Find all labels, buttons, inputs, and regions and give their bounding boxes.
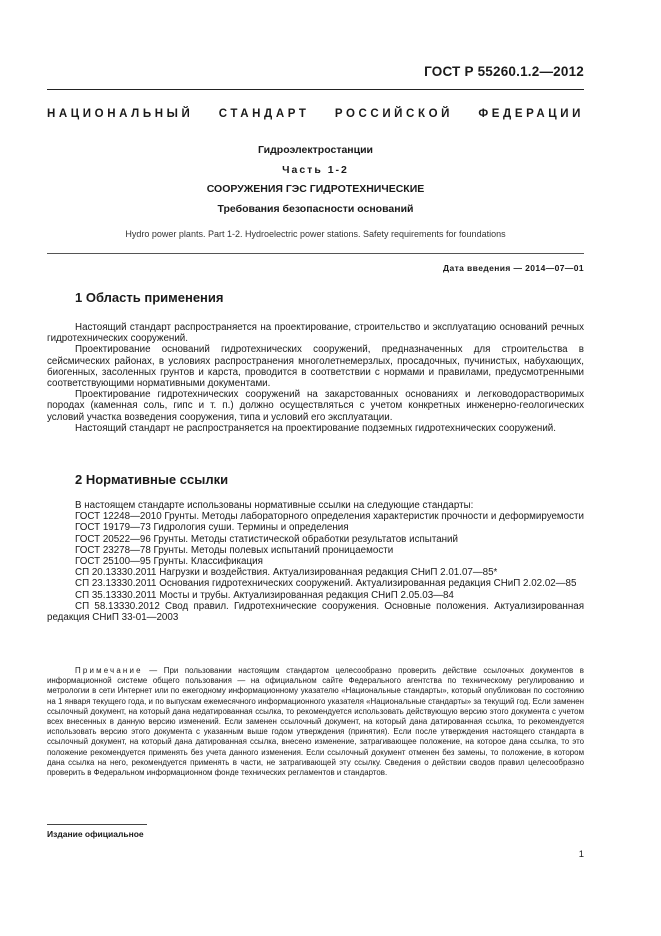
section-1-body bbox=[47, 322, 584, 434]
reference-item: ГОСТ 25100—95 Грунты. Классификация bbox=[75, 556, 263, 568]
header-divider bbox=[47, 89, 584, 90]
title-divider bbox=[47, 253, 584, 254]
note-block bbox=[47, 666, 584, 778]
edition-label: Издание официальное bbox=[47, 829, 144, 839]
section-2-body bbox=[47, 500, 584, 623]
paragraph: Настоящий стандарт распространяется на проектирование, строительство и эксплуатацию оснований речных гидротехнических сооружений. bbox=[47, 322, 584, 345]
section-1-heading: 1 Область применения bbox=[75, 290, 224, 305]
reference-item: ГОСТ 23278—78 Грунты. Методы полевых испытаний проницаемости bbox=[75, 544, 394, 556]
reference-item: СП 58.13330.2012 Свод правил. Гидротехнические сооружения. Основные положения. Актуализированная редакция СНиП 33-01—2003 bbox=[47, 600, 584, 624]
banner-word: НАЦИОНАЛЬНЫЙ bbox=[47, 108, 194, 120]
paragraph: Настоящий стандарт не распространяется на проектирование подземных гидротехнических сооружений. bbox=[75, 422, 556, 434]
reference-item: ГОСТ 19179—73 Гидрология суши. Термины и определения bbox=[75, 522, 349, 534]
reference-item: СП 35.13330.2011 Мосты и трубы. Актуализированная редакция СНиП 2.05.03—84 bbox=[75, 589, 454, 601]
section-2-heading: 2 Нормативные ссылки bbox=[75, 472, 229, 487]
note-text: — При пользовании настоящим стандартом целесообразно проверить действие ссылочных документов в информационной системе общего пользования — на официальном сайте Федерального агентства по техническому регулированию и метрологии в сети Интернет или по ежегодному информационному указателю «Национальные стандарты», который опубликован по состоянию на 1 января текущего года, и по выпускам ежемесячного информационного указателя «Национальные стандарты» за текущий год. Если заменен ссылочный документ, на который дана недатированная ссылка, то рекомендуется использовать действующую версию этого документа с учетом всех внесенных в данную версию изменений. Если заменен ссылочный документ, на который дана датированная ссылка, то рекомендуется использовать версию этого документа с указанным выше годом утверждения (принятия). Если после утверждения настоящего стандарта в ссылочный документ, на который дана датированная ссылка, внесено изменение, затрагивающее положение, на которое дана ссылка, то это положение рекомендуется применять без учета данного изменения. Если ссылочный документ отменен без замены, то положение, в котором дана ссылка на него, рекомендуется применять в части, не затрагивающей эту ссылку. Сведения о действии сводов правил целесообразно проверить в Федеральном информационном фонде технических регламентов и стандартов. bbox=[47, 666, 584, 778]
paragraph: Проектирование гидротехнических сооружений на закарстованных основаниях и легководорастворимых породах (каменная соль, гипс и т. п.) должно осуществляться с учетом конкретных инженерно-геологических условий участка возведения сооружения, типа и условий его эксплуатации. bbox=[47, 389, 584, 423]
title-main: СООРУЖЕНИЯ ГЭС ГИДРОТЕХНИЧЕСКИЕ bbox=[206, 183, 425, 195]
title-english: Hydro power plants. Part 1-2. Hydroelectric power stations. Safety requirements for foundations bbox=[125, 229, 506, 239]
reference-item: СП 20.13330.2011 Нагрузки и воздействия. Актуализированная редакция СНиП 2.01.07—85* bbox=[75, 567, 498, 579]
title-subtitle: Требования безопасности оснований bbox=[217, 203, 414, 215]
paragraph: В настоящем стандарте использованы нормативные ссылки на следующие стандарты: bbox=[75, 500, 474, 511]
paragraph: Проектирование оснований гидротехнических сооружений, предназначенных для строительства в сейсмических районах, в условиях распространения многолетнемерзлых, просадочных, пучинистых, набухающих, биогенных, засоленных грунтов и карста, проводится в соответствии с нормами и правилами, предусмотренными соответствующими нормативными документами. bbox=[47, 344, 584, 390]
page-number: 1 bbox=[578, 849, 584, 860]
banner-word: РОССИЙСКОЙ bbox=[334, 108, 453, 120]
banner-word: ФЕДЕРАЦИИ bbox=[478, 108, 584, 120]
document-code: ГОСТ Р 55260.1.2—2012 bbox=[424, 64, 584, 79]
title-subject: Гидроэлектростанции bbox=[257, 144, 374, 156]
footer-divider bbox=[47, 824, 147, 825]
banner-word: СТАНДАРТ bbox=[218, 108, 310, 120]
note-label: Примечание bbox=[75, 666, 143, 675]
reference-item: ГОСТ 12248—2010 Грунты. Методы лабораторного определения характеристик прочности и деформируемости bbox=[75, 511, 584, 523]
note-paragraph bbox=[47, 666, 584, 778]
title-part: Часть 1-2 bbox=[282, 164, 349, 176]
reference-item: ГОСТ 20522—96 Грунты. Методы статистической обработки результатов испытаний bbox=[75, 533, 458, 545]
reference-item: СП 23.13330.2011 Основания гидротехнических сооружений. Актуализированная редакция СНиП 2.02.02—85 bbox=[75, 578, 577, 590]
introduction-date: Дата введения — 2014—07—01 bbox=[443, 263, 584, 273]
national-standard-banner bbox=[47, 108, 584, 120]
